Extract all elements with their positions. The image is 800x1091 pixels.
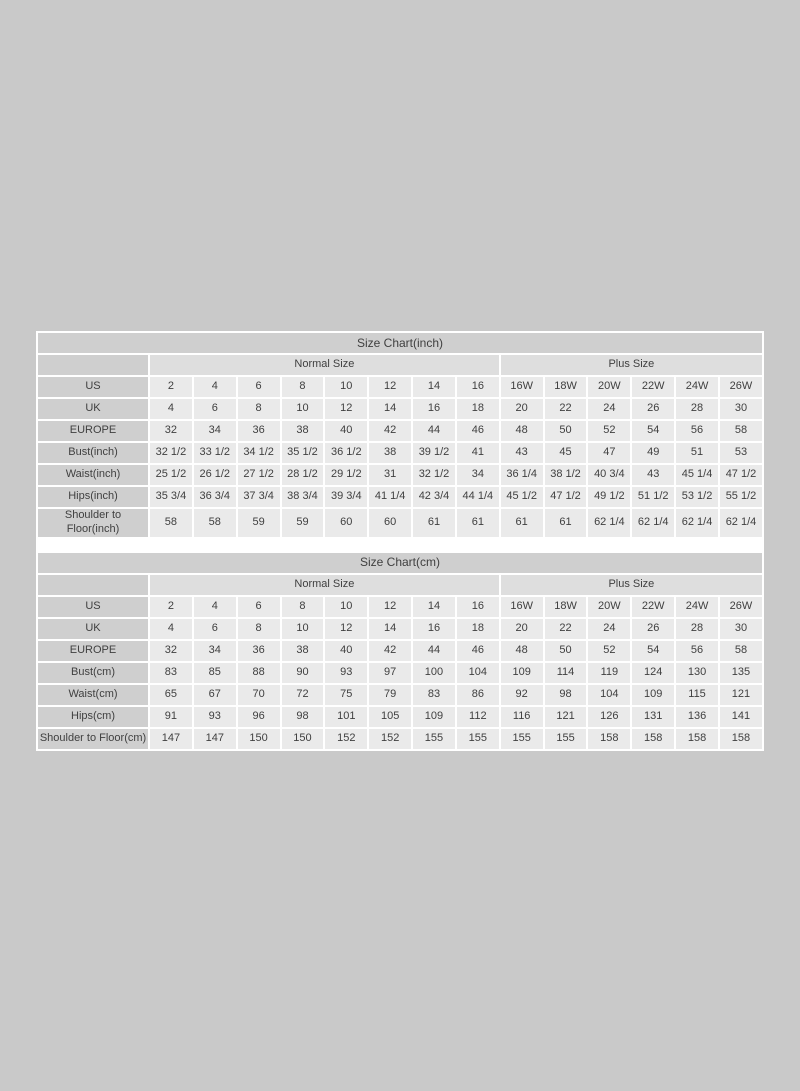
table-cell: 62 1/4 [676, 509, 718, 537]
table-cell: 58 [720, 421, 762, 441]
table-cell: 85 [194, 663, 236, 683]
table-cell: 2 [150, 377, 192, 397]
table-cell: 24 [588, 619, 630, 639]
corner-cell [38, 575, 148, 595]
table-cell: 101 [325, 707, 367, 727]
table-cell: 18 [457, 399, 499, 419]
table-cell: 53 [720, 443, 762, 463]
column-group-row [38, 575, 762, 595]
column-group-header: Plus Size [501, 355, 762, 375]
table-cell: 92 [501, 685, 543, 705]
table-cell: 12 [325, 399, 367, 419]
table-cell: 44 1/4 [457, 487, 499, 507]
table-cell: 14 [369, 619, 411, 639]
table-cell: 136 [676, 707, 718, 727]
table-cell: 16 [457, 597, 499, 617]
table-cell: 34 1/2 [238, 443, 280, 463]
table-cell: 70 [238, 685, 280, 705]
table-cell: 86 [457, 685, 499, 705]
table-cell: 52 [588, 421, 630, 441]
table-cell: 114 [545, 663, 587, 683]
table-cell: 40 [325, 421, 367, 441]
table-cell: 32 [150, 641, 192, 661]
table-cell: 12 [369, 597, 411, 617]
table-cell: 32 1/2 [413, 465, 455, 485]
table-cell: 24W [676, 377, 718, 397]
table-cell: 37 3/4 [238, 487, 280, 507]
table-cell: 43 [501, 443, 543, 463]
table-row [38, 707, 762, 727]
row-label: Hips(inch) [38, 487, 148, 507]
table-cell: 59 [238, 509, 280, 537]
row-label: Bust(cm) [38, 663, 148, 683]
table-cell: 31 [369, 465, 411, 485]
table-cell: 8 [238, 619, 280, 639]
table-cell: 105 [369, 707, 411, 727]
table-cell: 12 [369, 377, 411, 397]
table-cell: 93 [325, 663, 367, 683]
table-cell: 26W [720, 377, 762, 397]
table-cell: 62 1/4 [588, 509, 630, 537]
table-title-row [38, 333, 762, 353]
column-group-row [38, 355, 762, 375]
table-cell: 25 1/2 [150, 465, 192, 485]
table-row [38, 377, 762, 397]
table-cell: 47 1/2 [545, 487, 587, 507]
table-cell: 55 1/2 [720, 487, 762, 507]
corner-cell [38, 355, 148, 375]
table-cell: 34 [457, 465, 499, 485]
table-cell: 83 [150, 663, 192, 683]
table-cell: 88 [238, 663, 280, 683]
table-cell: 29 1/2 [325, 465, 367, 485]
table-cell: 8 [282, 597, 324, 617]
table-cell: 56 [676, 641, 718, 661]
table-cell: 54 [632, 421, 674, 441]
table-cell: 10 [282, 399, 324, 419]
table-cell: 39 1/2 [413, 443, 455, 463]
table-cell: 22 [545, 619, 587, 639]
table-cell: 131 [632, 707, 674, 727]
table-title-row [38, 553, 762, 573]
table-cell: 50 [545, 641, 587, 661]
table-cell: 16W [501, 377, 543, 397]
table-cell: 36 [238, 421, 280, 441]
table-cell: 36 1/2 [325, 443, 367, 463]
table-cell: 26 [632, 399, 674, 419]
table-cell: 38 3/4 [282, 487, 324, 507]
table-cell: 24 [588, 399, 630, 419]
table-cell: 16W [501, 597, 543, 617]
table-cell: 61 [545, 509, 587, 537]
table-cell: 104 [457, 663, 499, 683]
table-cell: 32 1/2 [150, 443, 192, 463]
table-cell: 135 [720, 663, 762, 683]
table-cell: 116 [501, 707, 543, 727]
table-cell: 16 [413, 399, 455, 419]
row-label: Waist(inch) [38, 465, 148, 485]
table-cell: 91 [150, 707, 192, 727]
table-cell: 109 [501, 663, 543, 683]
row-label: Bust(inch) [38, 443, 148, 463]
table-cell: 98 [282, 707, 324, 727]
table-cell: 38 [369, 443, 411, 463]
table-cell: 119 [588, 663, 630, 683]
table-cell: 49 [632, 443, 674, 463]
row-label: US [38, 377, 148, 397]
table-cell: 130 [676, 663, 718, 683]
table-row [38, 443, 762, 463]
table-cell: 67 [194, 685, 236, 705]
row-label: Shoulder to Floor(cm) [38, 729, 148, 749]
table-cell: 96 [238, 707, 280, 727]
table-row [38, 729, 762, 749]
table-cell: 53 1/2 [676, 487, 718, 507]
table-cell: 33 1/2 [194, 443, 236, 463]
table-cell: 12 [325, 619, 367, 639]
row-label: Shoulder to Floor(inch) [38, 509, 148, 537]
table-cell: 16 [413, 619, 455, 639]
table-cell: 158 [588, 729, 630, 749]
table-cell: 152 [369, 729, 411, 749]
table-title: Size Chart(inch) [38, 333, 762, 353]
table-cell: 59 [282, 509, 324, 537]
table-cell: 58 [194, 509, 236, 537]
table-cell: 58 [720, 641, 762, 661]
table-cell: 38 [282, 421, 324, 441]
table-row [38, 421, 762, 441]
table-cell: 30 [720, 619, 762, 639]
row-label: EUROPE [38, 421, 148, 441]
table-cell: 40 [325, 641, 367, 661]
table-cell: 109 [413, 707, 455, 727]
table-cell: 58 [150, 509, 192, 537]
table-cell: 83 [413, 685, 455, 705]
table-cell: 54 [632, 641, 674, 661]
table-cell: 20W [588, 377, 630, 397]
table-cell: 43 [632, 465, 674, 485]
column-group-header: Normal Size [150, 355, 499, 375]
table-cell: 10 [325, 597, 367, 617]
table-cell: 4 [194, 597, 236, 617]
table-cell: 18W [545, 597, 587, 617]
table-cell: 45 1/2 [501, 487, 543, 507]
table-cell: 34 [194, 641, 236, 661]
table-cell: 26 [632, 619, 674, 639]
table-cell: 41 1/4 [369, 487, 411, 507]
table-cell: 100 [413, 663, 455, 683]
table-row [38, 685, 762, 705]
table-cell: 155 [413, 729, 455, 749]
table-cell: 155 [545, 729, 587, 749]
table-cell: 93 [194, 707, 236, 727]
table-cell: 62 1/4 [720, 509, 762, 537]
table-row [38, 509, 762, 537]
table-cell: 126 [588, 707, 630, 727]
table-cell: 48 [501, 421, 543, 441]
table-cell: 109 [632, 685, 674, 705]
table-cell: 36 [238, 641, 280, 661]
table-cell: 18W [545, 377, 587, 397]
table-cell: 124 [632, 663, 674, 683]
table-title: Size Chart(cm) [38, 553, 762, 573]
table-cell: 155 [457, 729, 499, 749]
table-cell: 75 [325, 685, 367, 705]
table-cell: 61 [457, 509, 499, 537]
table-cell: 6 [194, 399, 236, 419]
row-label: EUROPE [38, 641, 148, 661]
table-cell: 6 [194, 619, 236, 639]
table-cell: 6 [238, 377, 280, 397]
table-row [38, 487, 762, 507]
table-cell: 50 [545, 421, 587, 441]
table-cell: 22 [545, 399, 587, 419]
table-cell: 8 [238, 399, 280, 419]
table-cell: 26 1/2 [194, 465, 236, 485]
table-cell: 4 [150, 619, 192, 639]
table-cell: 52 [588, 641, 630, 661]
table-cell: 35 3/4 [150, 487, 192, 507]
table-cell: 61 [413, 509, 455, 537]
table-cell: 51 1/2 [632, 487, 674, 507]
table-cell: 90 [282, 663, 324, 683]
column-group-header: Normal Size [150, 575, 499, 595]
table-cell: 36 3/4 [194, 487, 236, 507]
table-cell: 6 [238, 597, 280, 617]
table-cell: 36 1/4 [501, 465, 543, 485]
table-cell: 26W [720, 597, 762, 617]
table-cell: 42 [369, 421, 411, 441]
table-cell: 152 [325, 729, 367, 749]
table-cell: 38 1/2 [545, 465, 587, 485]
table-cell: 98 [545, 685, 587, 705]
table-row [38, 663, 762, 683]
table-cell: 147 [194, 729, 236, 749]
table-cell: 18 [457, 619, 499, 639]
table-cell: 46 [457, 421, 499, 441]
table-row [38, 619, 762, 639]
table-cell: 41 [457, 443, 499, 463]
size-chart-table-inch [36, 331, 764, 539]
size-chart-sheet [36, 331, 764, 751]
table-row [38, 597, 762, 617]
table-cell: 40 3/4 [588, 465, 630, 485]
table-cell: 28 [676, 399, 718, 419]
table-cell: 27 1/2 [238, 465, 280, 485]
table-cell: 30 [720, 399, 762, 419]
table-cell: 16 [457, 377, 499, 397]
table-cell: 121 [720, 685, 762, 705]
table-cell: 72 [282, 685, 324, 705]
table-cell: 35 1/2 [282, 443, 324, 463]
table-cell: 56 [676, 421, 718, 441]
table-cell: 150 [282, 729, 324, 749]
table-cell: 61 [501, 509, 543, 537]
table-cell: 34 [194, 421, 236, 441]
table-cell: 20 [501, 619, 543, 639]
table-cell: 20 [501, 399, 543, 419]
table-cell: 14 [369, 399, 411, 419]
table-cell: 10 [325, 377, 367, 397]
table-cell: 150 [238, 729, 280, 749]
table-cell: 32 [150, 421, 192, 441]
table-cell: 48 [501, 641, 543, 661]
row-label: Hips(cm) [38, 707, 148, 727]
size-chart-table-cm [36, 551, 764, 751]
column-group-header: Plus Size [501, 575, 762, 595]
row-label: Waist(cm) [38, 685, 148, 705]
table-cell: 24W [676, 597, 718, 617]
table-cell: 147 [150, 729, 192, 749]
table-cell: 79 [369, 685, 411, 705]
table-cell: 42 [369, 641, 411, 661]
table-cell: 4 [150, 399, 192, 419]
table-cell: 47 [588, 443, 630, 463]
table-cell: 2 [150, 597, 192, 617]
table-cell: 141 [720, 707, 762, 727]
table-cell: 51 [676, 443, 718, 463]
table-cell: 45 [545, 443, 587, 463]
table-cell: 20W [588, 597, 630, 617]
table-row [38, 641, 762, 661]
table-cell: 14 [413, 597, 455, 617]
table-cell: 97 [369, 663, 411, 683]
table-cell: 104 [588, 685, 630, 705]
table-cell: 155 [501, 729, 543, 749]
table-row [38, 399, 762, 419]
row-label: UK [38, 619, 148, 639]
table-cell: 8 [282, 377, 324, 397]
table-cell: 115 [676, 685, 718, 705]
table-cell: 60 [369, 509, 411, 537]
table-cell: 44 [413, 421, 455, 441]
table-cell: 158 [720, 729, 762, 749]
table-cell: 62 1/4 [632, 509, 674, 537]
table-cell: 112 [457, 707, 499, 727]
table-cell: 4 [194, 377, 236, 397]
table-cell: 47 1/2 [720, 465, 762, 485]
table-cell: 28 [676, 619, 718, 639]
table-cell: 46 [457, 641, 499, 661]
table-row [38, 465, 762, 485]
table-cell: 14 [413, 377, 455, 397]
table-cell: 38 [282, 641, 324, 661]
table-cell: 22W [632, 597, 674, 617]
table-cell: 158 [632, 729, 674, 749]
table-cell: 22W [632, 377, 674, 397]
table-cell: 158 [676, 729, 718, 749]
table-cell: 49 1/2 [588, 487, 630, 507]
table-cell: 10 [282, 619, 324, 639]
table-cell: 45 1/4 [676, 465, 718, 485]
table-cell: 39 3/4 [325, 487, 367, 507]
table-cell: 60 [325, 509, 367, 537]
table-cell: 65 [150, 685, 192, 705]
row-label: US [38, 597, 148, 617]
row-label: UK [38, 399, 148, 419]
table-cell: 28 1/2 [282, 465, 324, 485]
table-cell: 121 [545, 707, 587, 727]
table-cell: 42 3/4 [413, 487, 455, 507]
table-cell: 44 [413, 641, 455, 661]
